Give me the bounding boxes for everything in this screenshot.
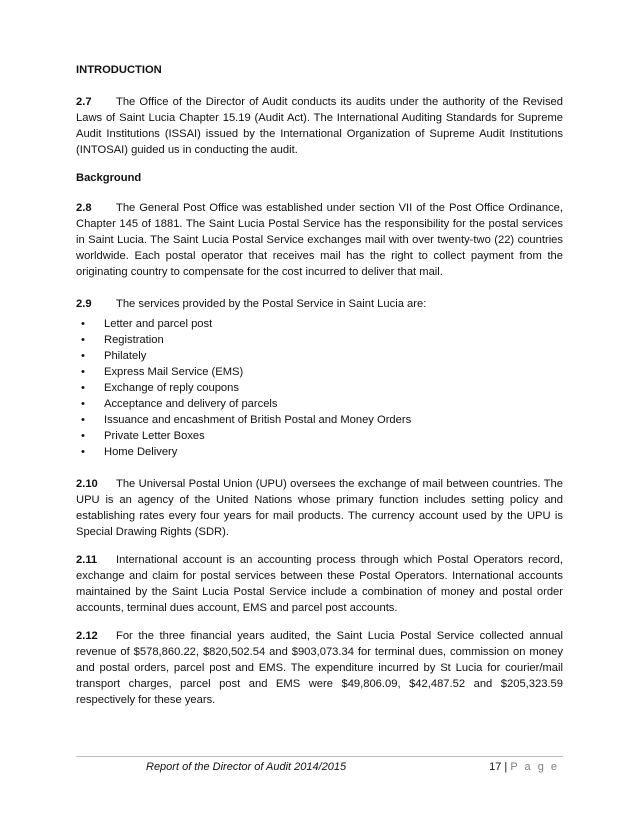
paragraph-number: 2.11 xyxy=(76,554,98,566)
paragraph-number: 2.12 xyxy=(76,630,98,642)
bullet-icon: • xyxy=(81,318,85,330)
paragraph-text: For the three financial years audited, the Saint Lucia Postal Service collected annual revenue of $578,860.22, $820,502.54 and $903,073.34 for terminal dues, commission on money and postal orders, parcel post and EMS. The expenditure incurred by St Lucia for courier/mail transport charges, parcel post and EMS were $49,806.09, $42,487.52 and $205,323.59 respectively for these years. xyxy=(76,630,563,706)
paragraph-text: The Office of the Director of Audit conducts its audits under the authority of the Revised Laws of Saint Lucia Chapter 15.19 (Audit Act). The International Auditing Standards for Supreme Audit Institutions (ISSAI) issued by the International Organization of Supreme Audit Institutions (INTOSAI) guided us in conducting the audit. xyxy=(76,96,563,156)
list-item: • Exchange of reply coupons xyxy=(81,382,239,394)
bullet-icon: • xyxy=(81,430,85,442)
footer-divider xyxy=(76,756,563,757)
paragraph-2-8 xyxy=(76,200,563,280)
paragraph-2-10 xyxy=(76,476,563,540)
list-item: • Letter and parcel post xyxy=(81,318,213,330)
paragraph-text: International account is an accounting process through which Postal Operators record, exchange and claim for postal services between these Postal Operators. International accounts maintained by the Saint Lucia Postal Service include a combination of money and postal order accounts, terminal dues account, EMS and parcel post accounts. xyxy=(76,554,563,614)
paragraph-2-9 xyxy=(76,296,563,312)
bullet-icon: • xyxy=(81,382,85,394)
bullet-icon: • xyxy=(81,398,85,410)
footer-report-title: Report of the Director of Audit 2014/2015 xyxy=(146,761,347,773)
paragraph-number: 2.9 xyxy=(76,298,92,310)
paragraph-text: The General Post Office was established under section VII of the Post Office Ordinance, Chapter 145 of 1881. The Saint Lucia Postal Service has the responsibility for the postal services in Saint Lucia. The Saint Lucia Postal Service exchanges mail with over twenty-two (22) countries worldwide. Each postal operator that receives mail has the right to collect payment from the originating country to compensate for the cost incurred to deliver that mail. xyxy=(76,202,563,278)
bullet-icon: • xyxy=(81,446,85,458)
page-label: P a g e xyxy=(510,761,559,773)
list-item: • Acceptance and delivery of parcels xyxy=(81,398,278,410)
services-list xyxy=(76,316,563,460)
bullet-icon: • xyxy=(81,414,85,426)
list-item: • Philately xyxy=(81,350,147,362)
footer-page-number xyxy=(489,761,559,773)
list-item: • Issuance and encashment of British Postal and Money Orders xyxy=(81,414,412,426)
page-number: 17 xyxy=(489,761,502,773)
paragraph-text: The Universal Postal Union (UPU) oversees the exchange of mail between countries. The UPU is an agency of the United Nations whose primary function includes setting policy and establishing rates every four years for mail products. The currency account used by the UPU is Special Drawing Rights (SDR). xyxy=(76,478,563,538)
bullet-icon: • xyxy=(81,366,85,378)
page-content xyxy=(76,62,563,720)
introduction-heading: INTRODUCTION xyxy=(76,64,162,76)
paragraph-number: 2.7 xyxy=(76,96,92,108)
paragraph-2-7 xyxy=(76,94,563,158)
list-item: • Private Letter Boxes xyxy=(81,430,205,442)
bullet-icon: • xyxy=(81,334,85,346)
paragraph-2-11 xyxy=(76,552,563,616)
page-separator: | xyxy=(504,761,508,773)
paragraph-number: 2.8 xyxy=(76,202,92,214)
list-item: • Home Delivery xyxy=(81,446,178,458)
paragraph-number: 2.10 xyxy=(76,478,98,490)
background-heading: Background xyxy=(76,172,142,184)
list-item: • Express Mail Service (EMS) xyxy=(81,366,244,378)
bullet-icon: • xyxy=(81,350,85,362)
paragraph-text: The services provided by the Postal Service in Saint Lucia are: xyxy=(116,298,427,310)
paragraph-2-12 xyxy=(76,628,563,708)
list-item: • Registration xyxy=(81,334,164,346)
